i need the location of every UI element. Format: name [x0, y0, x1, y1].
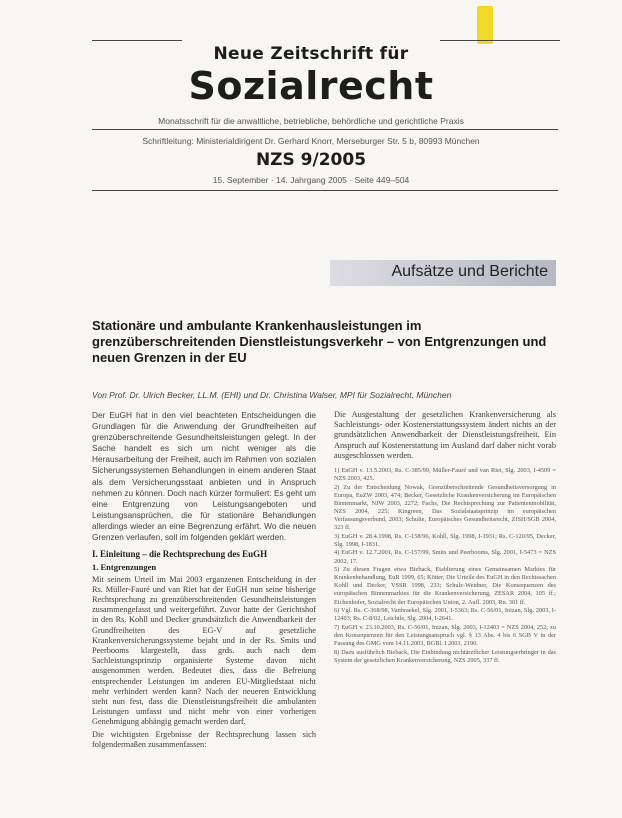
- masthead-rule: [92, 129, 558, 130]
- issue-code: NZS 9/2005: [255, 150, 367, 170]
- issue-rule: [92, 190, 558, 191]
- footnote: 7) EuGH v. 23.10.2003, Rs. C-56/01, Inizan, Slg. 2003, I-12403 = NZS 2004, 252; zu den Konsequenzen für den Leistungsanspruch vgl. § 13 Abs. 4 bis 6 SGB V in der Fassung des GMG vom 14.11.2003, BGBl. I 2003, 2190.: [334, 623, 556, 647]
- article-title: Stationäre und ambulante Krankenhausleistungen im grenzüberschreitenden Dienstleistungsverkehr – von Entgrenzungen und neuen Grenzen in der EU: [92, 318, 547, 365]
- footnote: 2) Zu der Entscheidung Nowak, Grenzüberschreitende Gesundheitsversorgung in Europa, EuZW 2003, 474; Becker, Gesetzliche Krankenversicherung im Europäischen Binnenmarkt, NJW 2003, 2272; Fuchs, Die Rechtsprechung zur Patientenmobilität, NZS 2004, 225; Kingreen, Das Sozialstaatsprinzip im europäischen Verfassungsverbund, 2003; Schulte, Europäisches Gesundheitsrecht, ZfSH/SGB 2004, 323 ff.: [334, 483, 556, 532]
- article-authors: Von Prof. Dr. Ulrich Becker, LL.M. (EHI) und Dr. Christina Walser, MPI für Sozialrecht, München: [92, 390, 452, 400]
- footnote: 5) Zu diesen Fragen etwa Bieback, Etablierung eines Gemeinsamen Marktes für Krankenbehandlung, EuR 1999, 65; Kötter, Die Urteile des EuGH in den Rechtssachen Kohll und Decker, VSSR 1998, 233; Schulz-Weidner, Die Konsequenzen des europäischen Binnenmarktes für die Krankenversicherung, ZESAR 2004, 105 ff.; Eichenhofer, Sozialrecht der Europäischen Union, 2. Aufl. 2003, Rn. 301 ff.: [334, 566, 556, 606]
- article-intro: Der EuGH hat in den viel beachteten Entscheidungen die Grundlagen für die Anwendung der Grundfreiheiten auf grenzüberschreitende Gesundheitsleistungen gelegt. In der Sache handelt es sich um nicht weniger als die Herausarbeitung der Freiheit, auch im Rahmen von sozialen Sicherungssystemen Behandlungen in einem anderen Staat als dem Versicherungsstaat anbieten und in Anspruch nehmen zu können. Doch nach kürzer formuliert: Es geht um eine Entgrenzung von Leistungsangeboten und Leistungsansprüchen, die für stationäre Behandlungen allerdings wieder an eine Begrenzung erfährt. Wo die neuen Grenzen verlaufen, soll im folgenden geklärt werden.: [92, 410, 316, 543]
- section-banner: [330, 260, 556, 286]
- section-heading-1: I. Einleitung – die Rechtsprechung des EuGH: [92, 549, 268, 560]
- issue-info: 15. September · 14. Jahrgang 2005 · Seite 449–504: [212, 175, 410, 185]
- masthead-subtitle: Monatsschrift für die anwaltliche, betriebliche, behördliche und gerichtliche Praxis: [158, 116, 464, 126]
- footnote: 8) Dazu ausführlich Bieback, Die Einbindung nichtärztlicher Leistungserbringer in das System der gesetzlichen Krankenversicherung, NZS 2005, 337 ff.: [334, 648, 556, 664]
- footnotes: [334, 467, 556, 665]
- footnote: 4) EuGH v. 12.7.2001, Rs. C-157/99, Smits und Peerbooms, Slg. 2001, I-5473 = NZS 2002, 17.: [334, 549, 556, 565]
- masthead-title: Sozialrecht: [188, 64, 434, 108]
- bullet-paragraph: Die Ausgestaltung der gesetzlichen Krankenversicherung als Sachleistungs- oder Kostenerstattungssystem ändert nichts an der grundsätzlichen Anwendbarkeit der Dienstleistungsfreiheit. Ein Anspruch auf Kostenerstattung im Ausland darf daher nicht vorab ausgeschlossen werden.: [334, 410, 556, 460]
- subsection-heading-1: 1. Entgrenzungen: [92, 562, 157, 573]
- masthead-line1: Neue Zeitschrift für: [213, 44, 409, 64]
- footnote: 1) EuGH v. 13.5.2003, Rs. C-385/99, Müller-Fauré und van Riet, Slg. 2003, I-4509 = NZS 2003, 425.: [334, 467, 556, 483]
- top-rule-left: [92, 40, 182, 41]
- masthead-editor: Schriftleitung: Ministerialdirigent Dr. Gerhard Knorr, Merseburger Str. 5 b, 80993 München: [142, 136, 480, 146]
- left-column: [92, 410, 316, 750]
- section-label: Aufsätze und Berichte: [391, 263, 548, 280]
- body-paragraph-1: Mit seinem Urteil im Mai 2003 erganzenen Entscheidung in der Rs. Müller-Fauré und van Riet hat der EuGH nun seine bisherige Rechtsprechung zu grenzüberschreitenden Gesundheitsleistungen zusammengefasst und weitergeführt. Zuvor hatte der Gerichtshof in den Rs. Kohll und Decker grundsätzlich die Anwendbarkeit der Grundfreiheiten des EG-V auf gesetzliche Krankenversicherungssysteme bejaht und in der Rs. Smits und Peerbooms klargestellt, dass grds. auch nach dem Sachleistungsprinzip organisierte Systeme davon nicht ausgenommen werden. Bedeutet dies, dass die Befreiung entsprechender Leistungen im anderen EU-Mitgliedstaat nicht mehr verhindert werden kann? Nach der neueren Entwicklung steht nun fest, dass die Dienstleistungsfreiheit die ambulanten Leistungen umfasst und nicht mehr von einer vorherigen Genehmigung abhängig gemacht werden darf.: [92, 574, 316, 727]
- body-paragraph-2: Die wichtigsten Ergebnisse der Rechtsprechung lassen sich folgendermaßen zusammenfassen:: [92, 729, 316, 749]
- top-rule-right: [440, 40, 560, 41]
- yellow-bookmark-tab: [477, 6, 493, 44]
- footnote: 3) EuGH v. 28.4.1998, Rs. C-158/96, Kohll, Slg. 1998, I-1931; Rs. C-120/95, Decker, Slg. 1998, I-1831.: [334, 532, 556, 548]
- footnote: 6) Vgl. Rs. C-368/98, Vanbraekel, Slg. 2001, I-5363; Rs. C-56/01, Inizan, Slg. 2003, I-12403; Rs. C-8/02, Leichtle, Slg. 2004, I-2641.: [334, 607, 556, 623]
- right-column: [334, 410, 556, 665]
